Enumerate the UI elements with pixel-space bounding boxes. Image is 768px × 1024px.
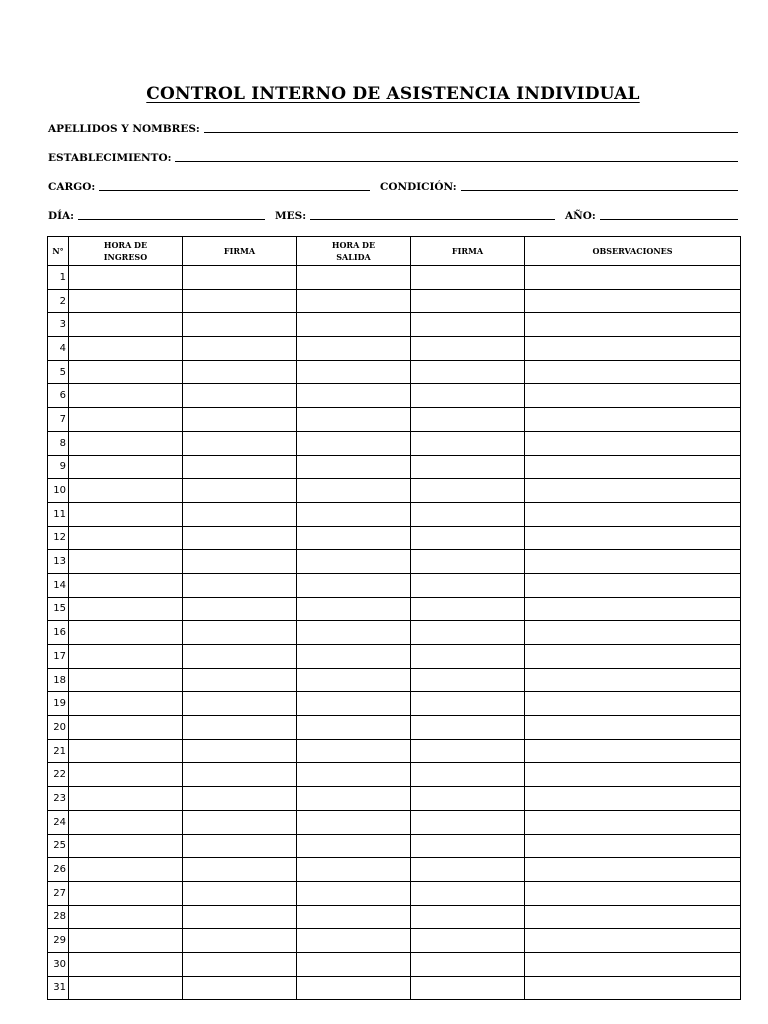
cell-firma-salida[interactable] [411,360,525,384]
row-number: 16 [48,621,69,645]
condicion-label: CONDICIÓN: [380,181,457,193]
cell-hora-ingreso[interactable] [69,455,183,479]
cell-observaciones[interactable] [525,289,741,313]
table-row [48,716,741,740]
cell-hora-ingreso[interactable] [69,787,183,811]
apellidos-line[interactable] [204,131,738,133]
cell-observaciones[interactable] [525,621,741,645]
cell-hora-ingreso[interactable] [69,929,183,953]
row-number: 26 [48,858,69,882]
cell-firma-salida[interactable] [411,266,525,290]
anio-label: AÑO: [565,210,596,222]
header-firma-ingreso: FIRMA [183,237,297,266]
cell-firma-salida[interactable] [411,834,525,858]
cell-hora-ingreso[interactable] [69,313,183,337]
cell-firma-ingreso[interactable] [183,408,297,432]
cell-firma-ingreso[interactable] [183,929,297,953]
cell-hora-salida[interactable] [297,266,411,290]
cell-firma-ingreso[interactable] [183,550,297,574]
cell-firma-ingreso[interactable] [183,313,297,337]
cell-firma-salida[interactable] [411,289,525,313]
cell-hora-salida[interactable] [297,763,411,787]
cell-firma-ingreso[interactable] [183,858,297,882]
cell-firma-salida[interactable] [411,408,525,432]
cell-observaciones[interactable] [525,431,741,455]
mes-label: MES: [275,210,307,222]
condicion-field[interactable] [380,181,738,193]
table-row [48,597,741,621]
cell-firma-salida[interactable] [411,787,525,811]
cell-hora-salida[interactable] [297,692,411,716]
table-row [48,573,741,597]
cell-firma-ingreso[interactable] [183,337,297,361]
cell-observaciones[interactable] [525,313,741,337]
cell-observaciones[interactable] [525,976,741,1000]
cell-hora-ingreso[interactable] [69,573,183,597]
cell-firma-salida[interactable] [411,763,525,787]
row-number: 14 [48,573,69,597]
cell-firma-salida[interactable] [411,692,525,716]
row-number: 28 [48,905,69,929]
cell-hora-ingreso[interactable] [69,810,183,834]
apellidos-label: APELLIDOS Y NOMBRES: [48,123,200,135]
cell-firma-salida[interactable] [411,550,525,574]
form-title: CONTROL INTERNO DE ASISTENCIA INDIVIDUAL [146,84,640,104]
cell-hora-ingreso[interactable] [69,550,183,574]
cell-hora-salida[interactable] [297,479,411,503]
cell-hora-ingreso[interactable] [69,621,183,645]
row-number: 6 [48,384,69,408]
table-row [48,905,741,929]
cell-firma-salida[interactable] [411,929,525,953]
cell-firma-ingreso[interactable] [183,881,297,905]
cell-firma-salida[interactable] [411,858,525,882]
cell-firma-salida[interactable] [411,597,525,621]
cell-firma-salida[interactable] [411,645,525,669]
cell-hora-ingreso[interactable] [69,692,183,716]
cell-hora-ingreso[interactable] [69,834,183,858]
establecimiento-field[interactable] [48,152,738,164]
anio-field[interactable] [565,210,738,222]
table-row [48,881,741,905]
header-num: N° [48,237,69,266]
cell-firma-ingreso[interactable] [183,787,297,811]
table-row [48,787,741,811]
cell-hora-salida[interactable] [297,408,411,432]
cell-hora-salida[interactable] [297,455,411,479]
cell-hora-salida[interactable] [297,834,411,858]
cell-firma-salida[interactable] [411,502,525,526]
cell-firma-ingreso[interactable] [183,573,297,597]
row-number: 25 [48,834,69,858]
cell-observaciones[interactable] [525,716,741,740]
cell-observaciones[interactable] [525,645,741,669]
cell-observaciones[interactable] [525,952,741,976]
cell-firma-salida[interactable] [411,313,525,337]
row-number: 15 [48,597,69,621]
cell-hora-ingreso[interactable] [69,976,183,1000]
cell-observaciones[interactable] [525,384,741,408]
row-number: 1 [48,266,69,290]
cell-hora-salida[interactable] [297,550,411,574]
cell-hora-salida[interactable] [297,337,411,361]
cell-hora-ingreso[interactable] [69,337,183,361]
cell-firma-salida[interactable] [411,479,525,503]
cell-observaciones[interactable] [525,502,741,526]
cell-firma-salida[interactable] [411,976,525,1000]
cell-observaciones[interactable] [525,597,741,621]
dia-field[interactable] [48,210,265,222]
dia-line[interactable] [78,218,265,220]
table-row [48,479,741,503]
cell-hora-salida[interactable] [297,976,411,1000]
cell-firma-ingreso[interactable] [183,526,297,550]
cargo-label: CARGO: [48,181,96,193]
cell-firma-ingreso[interactable] [183,455,297,479]
cell-firma-ingreso[interactable] [183,834,297,858]
table-row [48,384,741,408]
cell-firma-salida[interactable] [411,526,525,550]
row-cargo-condicion [48,177,738,193]
row-number: 7 [48,408,69,432]
cell-hora-salida[interactable] [297,645,411,669]
table-row [48,952,741,976]
cell-hora-salida[interactable] [297,621,411,645]
cell-hora-salida[interactable] [297,289,411,313]
table-row [48,645,741,669]
table-row [48,668,741,692]
cargo-field[interactable] [48,181,370,193]
row-number: 17 [48,645,69,669]
cell-observaciones[interactable] [525,929,741,953]
table-row [48,289,741,313]
cell-hora-ingreso[interactable] [69,479,183,503]
cell-firma-ingreso[interactable] [183,597,297,621]
cell-hora-ingreso[interactable] [69,526,183,550]
row-number: 10 [48,479,69,503]
cell-hora-salida[interactable] [297,858,411,882]
row-number: 9 [48,455,69,479]
cell-hora-salida[interactable] [297,716,411,740]
cell-firma-salida[interactable] [411,905,525,929]
cell-hora-salida[interactable] [297,952,411,976]
cell-hora-ingreso[interactable] [69,905,183,929]
cell-firma-salida[interactable] [411,621,525,645]
cell-firma-ingreso[interactable] [183,502,297,526]
establecimiento-label: ESTABLECIMIENTO: [48,152,172,164]
cell-observaciones[interactable] [525,360,741,384]
cell-observaciones[interactable] [525,573,741,597]
row-number: 13 [48,550,69,574]
cell-firma-ingreso[interactable] [183,289,297,313]
table-body [48,266,741,1000]
cell-firma-salida[interactable] [411,716,525,740]
cell-firma-salida[interactable] [411,573,525,597]
cell-observaciones[interactable] [525,763,741,787]
cell-observaciones[interactable] [525,858,741,882]
table-row [48,692,741,716]
cell-observaciones[interactable] [525,787,741,811]
cell-hora-ingreso[interactable] [69,360,183,384]
header-firma-salida: FIRMA [411,237,525,266]
header-hora-ingreso [69,237,183,266]
cell-firma-ingreso[interactable] [183,431,297,455]
cell-hora-salida[interactable] [297,881,411,905]
cell-hora-salida[interactable] [297,360,411,384]
cell-hora-ingreso[interactable] [69,668,183,692]
cell-hora-salida[interactable] [297,502,411,526]
cell-firma-ingreso[interactable] [183,645,297,669]
cell-firma-ingreso[interactable] [183,976,297,1000]
cell-hora-ingreso[interactable] [69,858,183,882]
cell-hora-salida[interactable] [297,905,411,929]
cell-hora-ingreso[interactable] [69,266,183,290]
cell-hora-salida[interactable] [297,597,411,621]
cell-hora-salida[interactable] [297,739,411,763]
cell-firma-salida[interactable] [411,810,525,834]
mes-line[interactable] [310,218,555,220]
table-row [48,834,741,858]
row-number: 3 [48,313,69,337]
row-number: 29 [48,929,69,953]
cell-firma-ingreso[interactable] [183,479,297,503]
cell-firma-ingreso[interactable] [183,266,297,290]
header-hora-salida-line1: HORA DE [331,240,376,250]
table-row [48,266,741,290]
cell-hora-salida[interactable] [297,313,411,337]
table-row [48,313,741,337]
cell-hora-salida[interactable] [297,573,411,597]
cell-firma-ingreso[interactable] [183,692,297,716]
cell-hora-salida[interactable] [297,810,411,834]
table-row [48,550,741,574]
cell-firma-ingreso[interactable] [183,952,297,976]
cell-observaciones[interactable] [525,455,741,479]
table-row [48,431,741,455]
row-number: 8 [48,431,69,455]
row-number: 30 [48,952,69,976]
cell-observaciones[interactable] [525,692,741,716]
cell-hora-ingreso[interactable] [69,716,183,740]
table-row [48,976,741,1000]
header-hora-salida [297,237,411,266]
cell-hora-ingreso[interactable] [69,502,183,526]
table-row [48,739,741,763]
cell-firma-salida[interactable] [411,952,525,976]
cell-observaciones[interactable] [525,337,741,361]
cell-hora-ingreso[interactable] [69,739,183,763]
cell-firma-salida[interactable] [411,881,525,905]
table-row [48,858,741,882]
table-row [48,360,741,384]
table-row [48,810,741,834]
cell-firma-salida[interactable] [411,739,525,763]
row-number: 31 [48,976,69,1000]
cell-hora-ingreso[interactable] [69,645,183,669]
row-number: 2 [48,289,69,313]
cell-hora-ingreso[interactable] [69,952,183,976]
header-hora-ingreso-line1: HORA DE [103,240,148,250]
row-number: 22 [48,763,69,787]
cell-hora-ingreso[interactable] [69,597,183,621]
cell-firma-salida[interactable] [411,337,525,361]
cell-hora-salida[interactable] [297,431,411,455]
cell-firma-ingreso[interactable] [183,763,297,787]
table-row [48,929,741,953]
cell-firma-ingreso[interactable] [183,384,297,408]
cell-hora-ingreso[interactable] [69,881,183,905]
cell-observaciones[interactable] [525,905,741,929]
cell-hora-ingreso[interactable] [69,408,183,432]
cell-observaciones[interactable] [525,479,741,503]
cell-firma-salida[interactable] [411,455,525,479]
condicion-line[interactable] [461,189,738,191]
table-row [48,337,741,361]
row-number: 21 [48,739,69,763]
cell-hora-salida[interactable] [297,787,411,811]
row-number: 5 [48,360,69,384]
table-row [48,408,741,432]
cell-hora-salida[interactable] [297,384,411,408]
row-number: 23 [48,787,69,811]
cell-hora-ingreso[interactable] [69,384,183,408]
row-number: 27 [48,881,69,905]
row-establecimiento [48,148,738,164]
cell-firma-salida[interactable] [411,668,525,692]
table-header-row [48,237,741,266]
cell-observaciones[interactable] [525,739,741,763]
apellidos-field[interactable] [48,123,738,135]
cell-hora-salida[interactable] [297,526,411,550]
cell-observaciones[interactable] [525,668,741,692]
cell-firma-ingreso[interactable] [183,810,297,834]
cell-observaciones[interactable] [525,526,741,550]
table-row [48,502,741,526]
cell-firma-ingreso[interactable] [183,739,297,763]
establecimiento-line[interactable] [175,160,738,162]
header-hora-ingreso-line2: INGRESO [103,252,148,262]
table-row [48,526,741,550]
cell-hora-ingreso[interactable] [69,431,183,455]
table-row [48,455,741,479]
cell-observaciones[interactable] [525,881,741,905]
row-number: 12 [48,526,69,550]
mes-field[interactable] [275,210,555,222]
cell-observaciones[interactable] [525,408,741,432]
cell-hora-ingreso[interactable] [69,763,183,787]
cell-observaciones[interactable] [525,810,741,834]
header-hora-salida-line2: SALIDA [336,252,371,262]
attendance-table [47,236,741,1000]
row-number: 18 [48,668,69,692]
cargo-line[interactable] [99,189,370,191]
dia-label: DÍA: [48,210,75,222]
anio-line[interactable] [600,218,738,220]
cell-firma-salida[interactable] [411,384,525,408]
cell-observaciones[interactable] [525,550,741,574]
row-number: 19 [48,692,69,716]
table-row [48,763,741,787]
cell-hora-salida[interactable] [297,668,411,692]
header-observaciones: OBSERVACIONES [525,237,741,266]
row-number: 24 [48,810,69,834]
cell-observaciones[interactable] [525,266,741,290]
cell-firma-salida[interactable] [411,431,525,455]
row-number: 4 [48,337,69,361]
cell-firma-ingreso[interactable] [183,905,297,929]
row-number: 11 [48,502,69,526]
cell-firma-ingreso[interactable] [183,668,297,692]
cell-firma-ingreso[interactable] [183,621,297,645]
row-fecha [48,206,738,222]
cell-observaciones[interactable] [525,834,741,858]
table-row [48,621,741,645]
cell-firma-ingreso[interactable] [183,360,297,384]
row-number: 20 [48,716,69,740]
row-apellidos [48,119,738,135]
cell-hora-ingreso[interactable] [69,289,183,313]
cell-hora-salida[interactable] [297,929,411,953]
cell-firma-ingreso[interactable] [183,716,297,740]
